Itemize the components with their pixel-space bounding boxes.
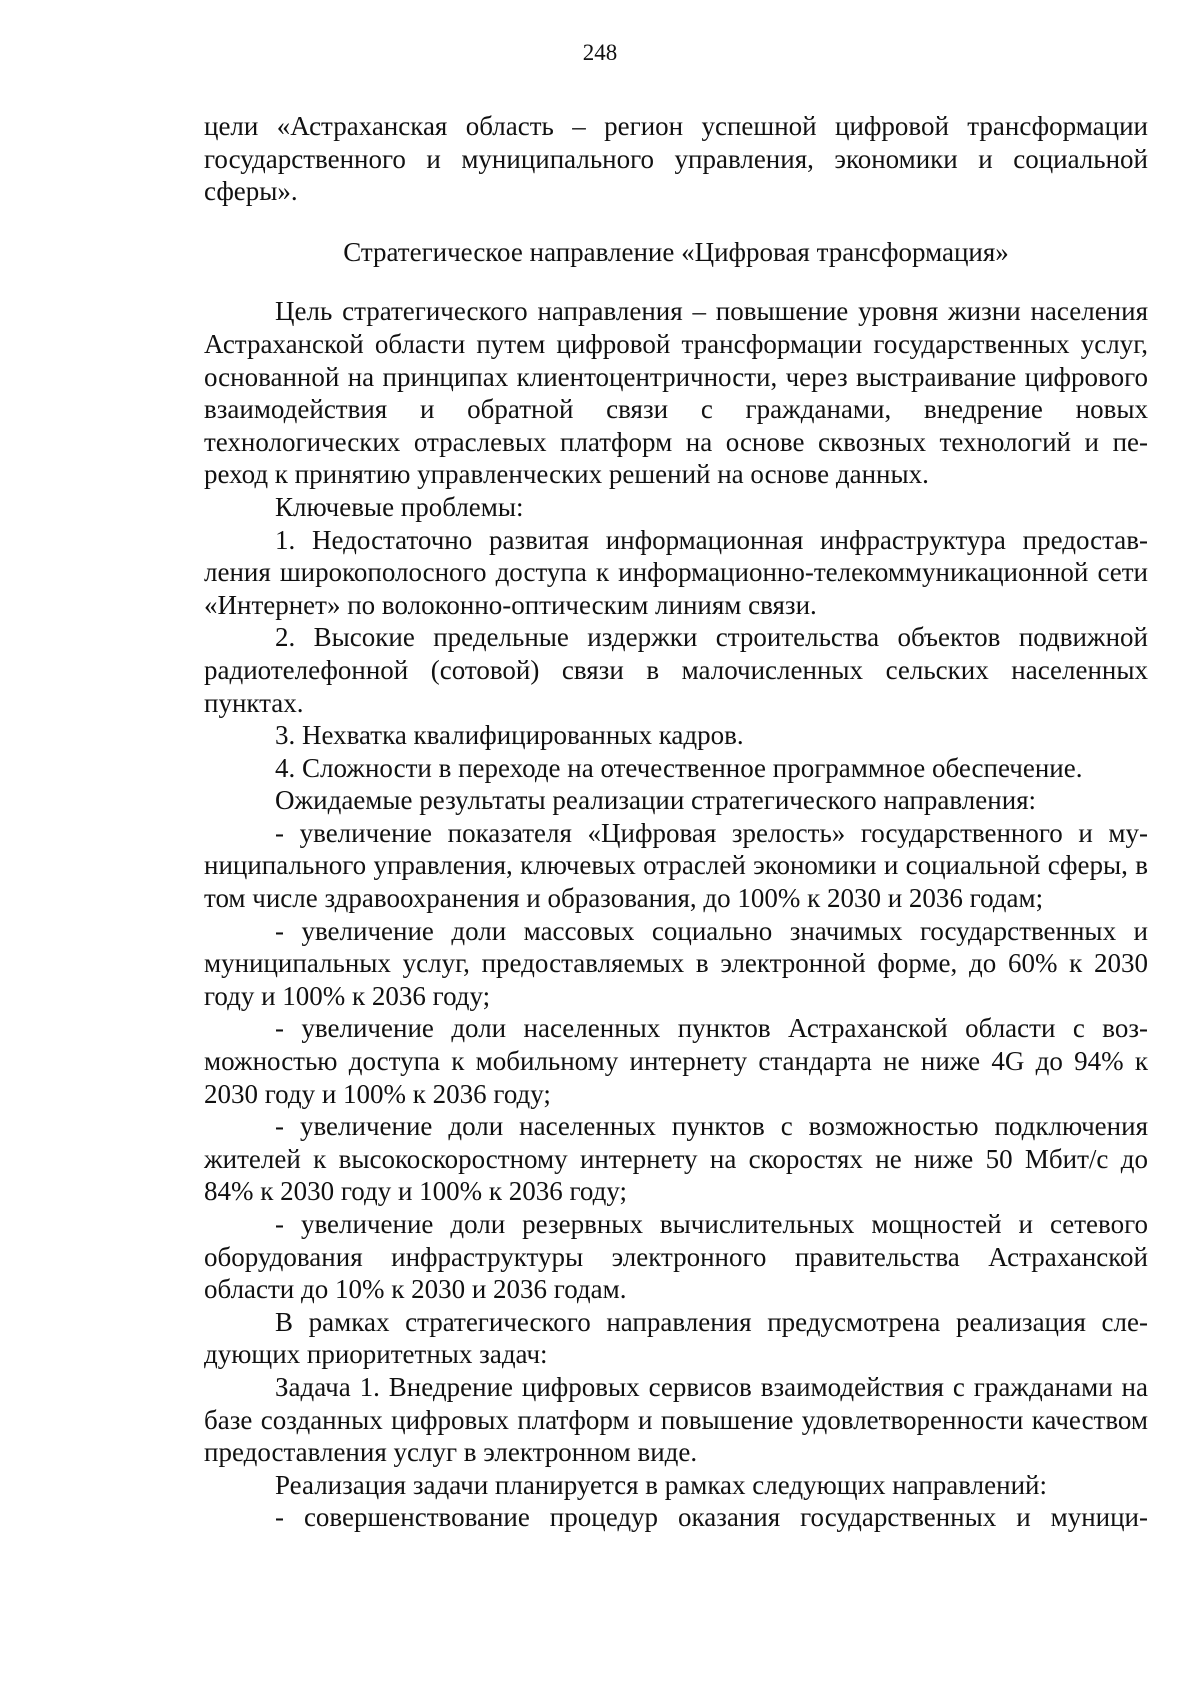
paragraph-result-reserve-capacity: - увеличение доли резервных вычислительных мощностей и сетевого оборудования инфраструктуры электронного правительства Астраханской области до 10% к 2030 и 2036 годам. (204, 1209, 1148, 1305)
paragraph-key-problems-heading: Ключевые проблемы: (275, 491, 524, 522)
paragraph-priority-tasks-intro: В рамках стратегического направления предусмотрена реализация следующих приоритетных задач: (204, 1306, 1148, 1370)
paragraph-problem-2: 2. Высокие предельные издержки строительства объектов подвижной радиотелефонной (сотовой) связи в малочисленных сельских населенных пунктах. (204, 622, 1148, 718)
paragraph-problem-4: 4. Сложности в переходе на отечественное программное обеспечение. (275, 752, 1083, 783)
page-number: 248 (582, 40, 618, 65)
paragraph-problem-1: 1. Недостаточно развитая информационная инфраструктура предоставления широкополосного доступа к информационно-телекоммуникационной сети «Интернет» по волоконно-оптическим линиям связи. (204, 524, 1148, 620)
paragraph-result-digital-maturity: - увеличение показателя «Цифровая зрелость» государственного и муниципального управления, ключевых отраслей экономики и социальной сферы, в том числе здравоохранения и образования, до 100% к 2030 и 2036 годам; (204, 817, 1148, 914)
intro-paragraph: цели «Астраханская область – регион успешной цифровой трансформации государственного и муниципального управления, экономики и социальной сферы». (204, 111, 1148, 207)
paragraph-goal: Цель стратегического направления – повышение уровня жизни населения Астраханской области путем цифровой трансформации государственных услуг, основанной на принципах клиентоцентричности, через выстраивание цифрового взаимодействия и обратной связи с гражданами, внедрение новых технологических отраслевых платформ на основе сквозных технологий и переход к принятию управленческих решений на основе данных. (204, 296, 1148, 490)
paragraph-task-implementation: Реализация задачи планируется в рамках следующих направлений: (275, 1469, 1047, 1500)
paragraph-problem-3: 3. Нехватка квалифицированных кадров. (275, 720, 744, 751)
paragraph-result-mobile-internet: - увеличение доли населенных пунктов Астраханской области с возможностью доступа к мобильному интернету стандарта не ниже 4G до 94% к 2030 году и 100% к 2036 году; (204, 1013, 1148, 1109)
paragraph-procedure-improvement: - совершенствование процедур оказания государственных и муници- (275, 1502, 1148, 1533)
paragraph-task-1: Задача 1. Внедрение цифровых сервисов взаимодействия с гражданами на базе созданных цифровых платформ и повышение удовлетворенности качеством предоставления услуг в электронном виде. (204, 1371, 1148, 1468)
paragraph-result-electronic-services: - увеличение доли массовых социально значимых государственных и муниципальных услуг, предоставляемых в электронной форме, до 60% к 2030 году и 100% к 2036 году; (204, 915, 1148, 1011)
paragraph-expected-results-heading: Ожидаемые результаты реализации стратегического направления: (275, 785, 1037, 816)
section-heading: Стратегическое направление «Цифровая трансформация» (343, 236, 1009, 267)
page-body (204, 110, 1148, 1534)
paragraph-result-high-speed-internet: - увеличение доли населенных пунктов с возможностью подключения жителей к высокоскоростному интернету на скоростях не ниже 50 Мбит/с до 84% к 2030 году и 100% к 2036 году; (204, 1111, 1148, 1207)
